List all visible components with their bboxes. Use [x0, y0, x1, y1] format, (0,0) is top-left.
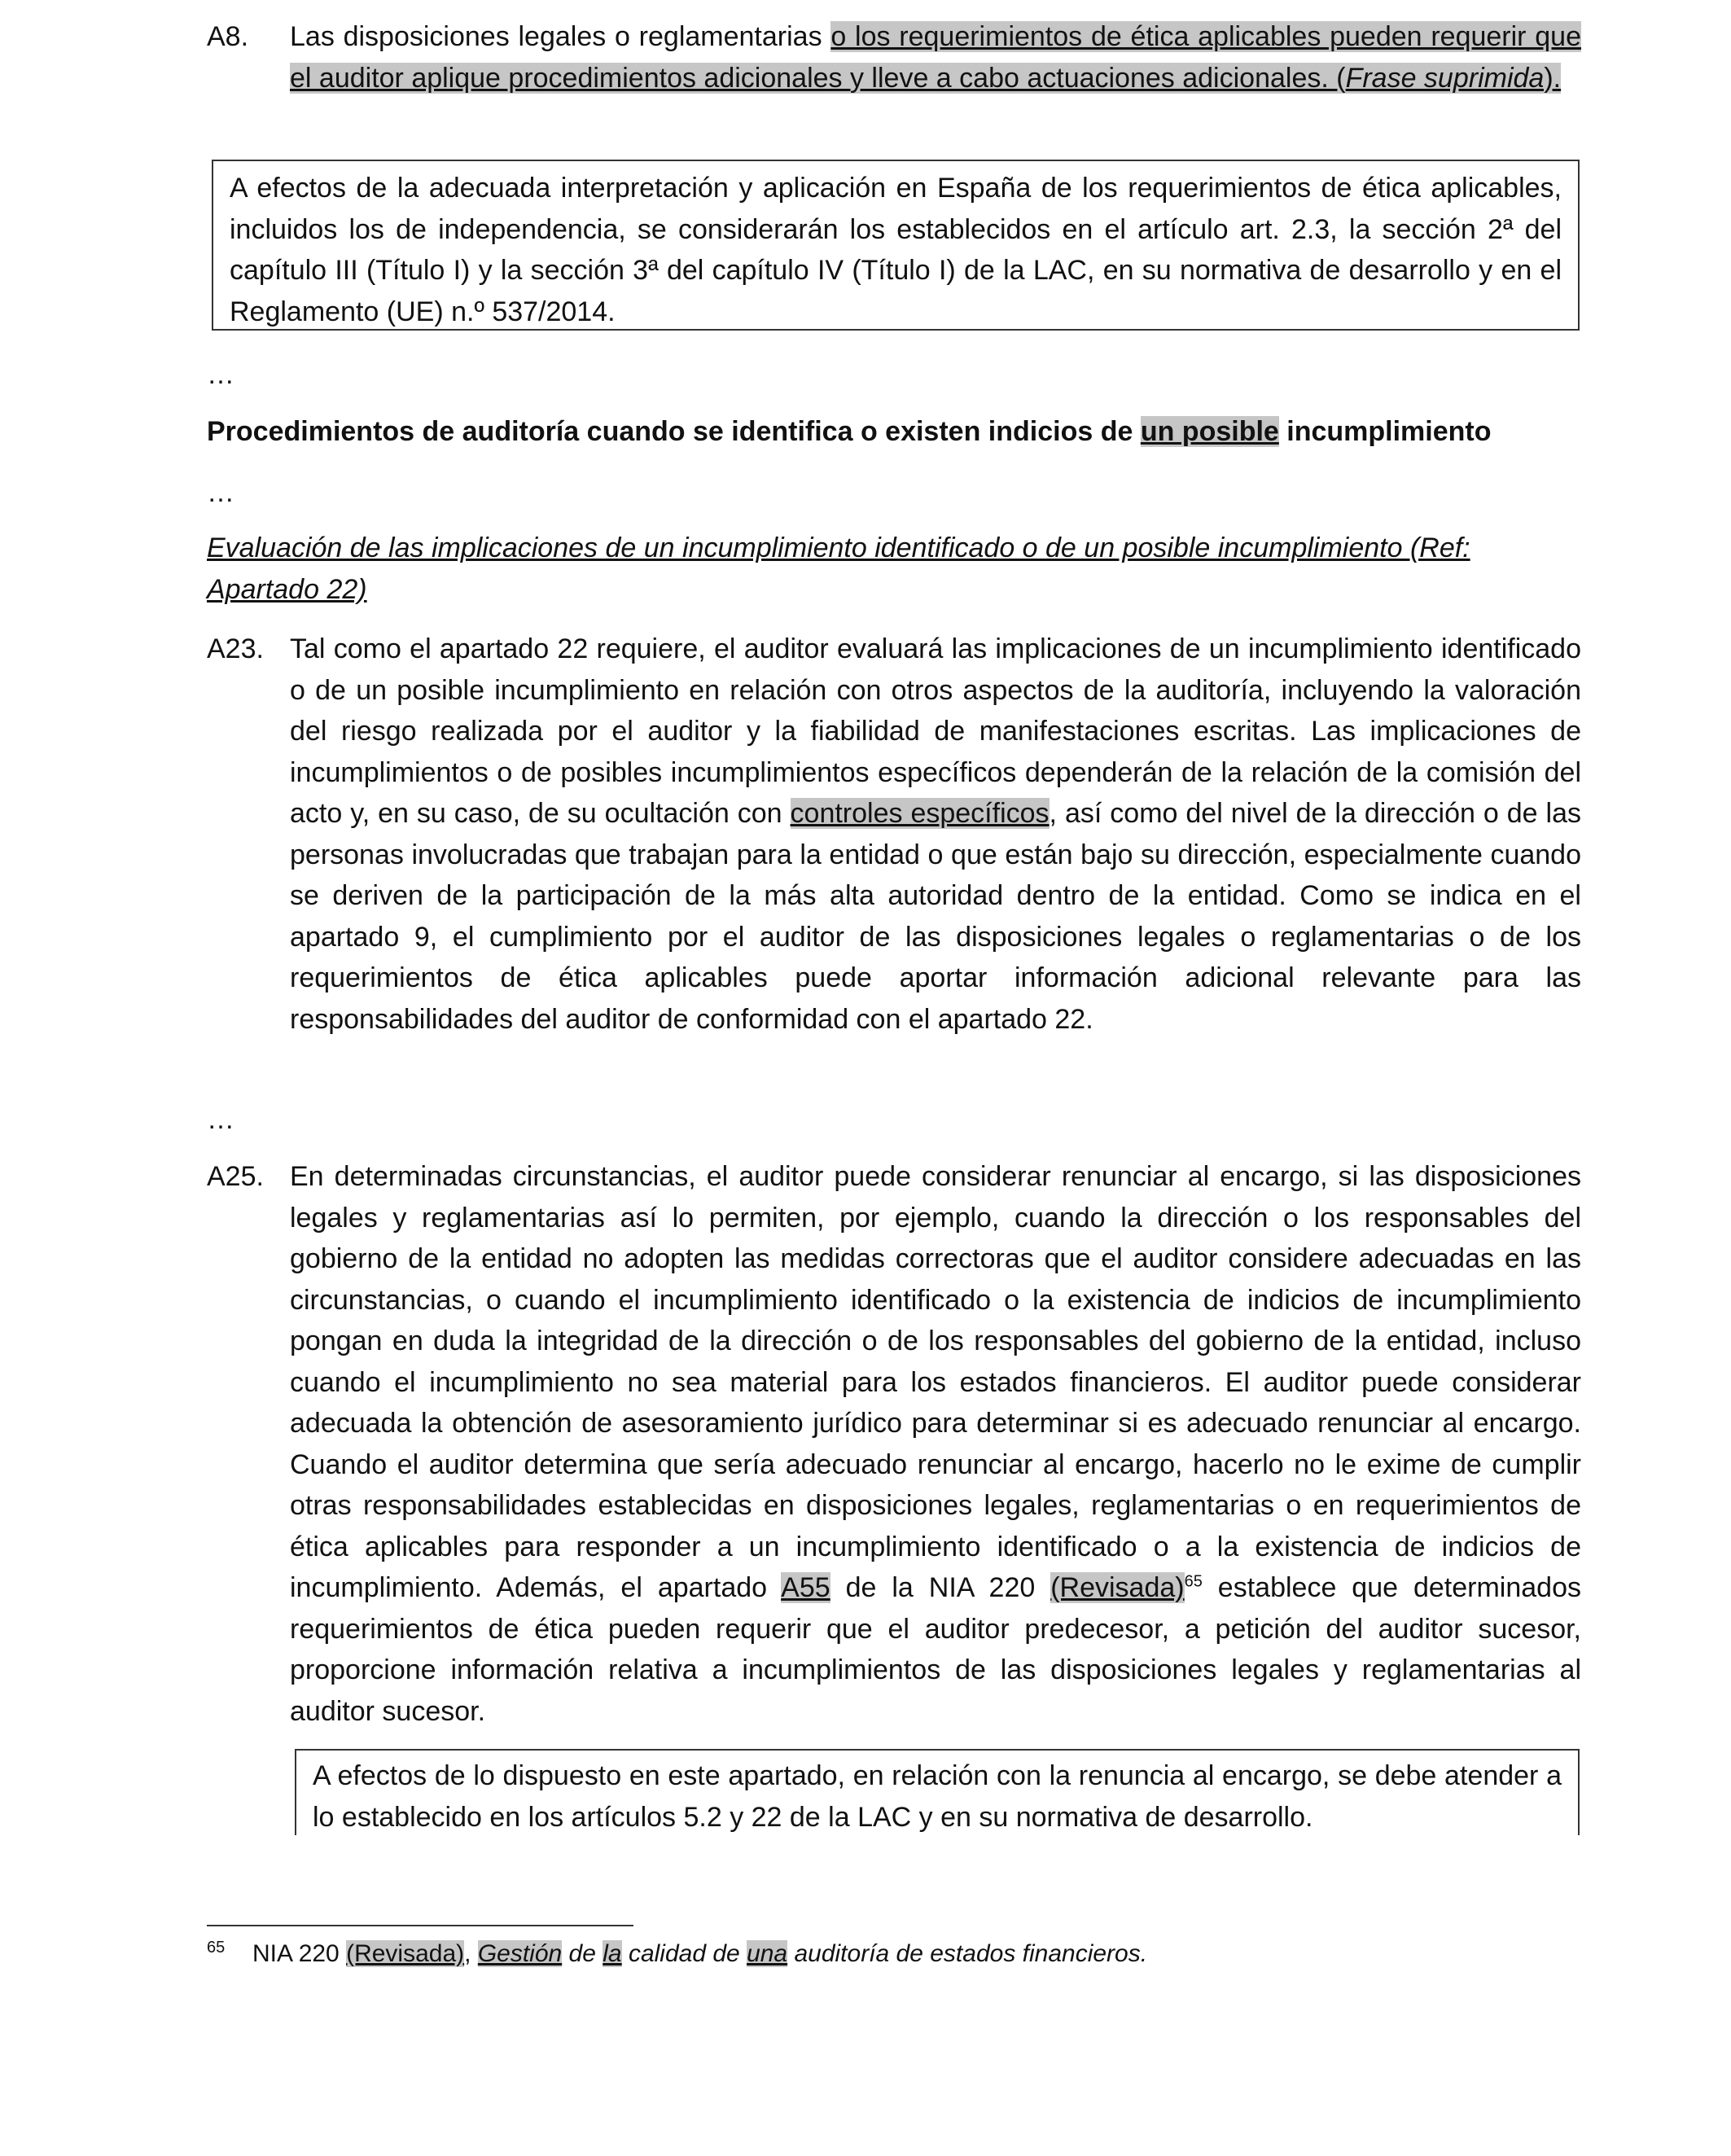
highlighted-text: un posible — [1140, 416, 1279, 447]
text-run: Tal como el apartado 22 requiere, el auditor evaluará las implicaciones de un incumplimiento identificado o de un posible incumplimiento en relación con otros aspectos de la auditoría, incluyendo la valoración del riesgo realizada por el auditor y la fiabilidad de manifestaciones escritas. Las implicaciones de incumplimientos o de posibles incumplimientos específicos dependerán de la relación de la comisión del acto y, en su caso, de su ocultación con — [290, 633, 1581, 829]
section-heading — [207, 411, 1591, 452]
paragraph-number: A23. — [207, 633, 264, 664]
text-run: de la NIA 220 — [830, 1572, 1051, 1603]
highlighted-italic-text: Gestión — [477, 1940, 563, 1967]
italic-text: de — [562, 1940, 603, 1967]
paragraph-body — [290, 629, 1581, 1040]
footnote-number: 65 — [207, 1939, 226, 1957]
ellipsis: … — [207, 359, 234, 390]
paragraph-number: A8. — [207, 21, 249, 52]
text-run: , — [464, 1940, 478, 1967]
national-note-box — [295, 1749, 1580, 1835]
ellipsis: … — [207, 477, 234, 508]
subsection-heading: Evaluación de las implicaciones de un incumplimiento identificado o de un posible incumplimiento (Ref: Apartado 22) — [207, 532, 1470, 605]
highlighted-text: ). — [1544, 62, 1562, 94]
paragraph-a25 — [207, 1156, 1581, 1732]
text-run: En determinadas circunstancias, el auditor puede considerar renunciar al encargo, si las disposiciones legales y reglamentarias así lo permiten, por ejemplo, cuando la dirección o los responsables del gobierno de la entidad no adopten las medidas correctoras que el auditor considere adecuadas en las circunstancias, o cuando el incumplimiento identificado o la existencia de indicios de incumplimiento pongan en duda la integridad de la dirección o de los responsables del gobierno de la entidad, incluso cuando el incumplimiento no sea material para los estados financieros. El auditor puede considerar adecuada la obtención de asesoramiento jurídico para determinar si es adecuado renunciar al encargo. Cuando el auditor determina que sería adecuado renunciar al encargo, hacerlo no le exime de cumplir otras responsabilidades establecidas en disposiciones legales, reglamentarias o en requerimientos de ética aplicables para responder a un incumplimiento identificado o a la existencia de indicios de incumplimiento. Además, el apartado — [290, 1161, 1581, 1603]
footnote-reference[interactable]: 65 — [1184, 1572, 1203, 1591]
highlighted-italic-text: Frase suprimida — [1345, 62, 1545, 94]
highlighted-italic-text: la — [603, 1940, 622, 1967]
ellipsis: … — [207, 1104, 234, 1135]
paragraph-number: A25. — [207, 1161, 264, 1192]
highlighted-text: o los requerimientos de ética aplicables pueden requerir que el auditor aplique procedimientos adicionales y lleve a cabo actuaciones adicionales. ( — [290, 21, 1581, 94]
text-run: NIA 220 — [252, 1940, 347, 1967]
paragraph-a8 — [207, 16, 1581, 99]
paragraph-a23 — [207, 629, 1581, 1040]
italic-text: auditoría de estados financieros. — [787, 1940, 1148, 1967]
note-text: A efectos de la adecuada interpretación y aplicación en España de los requerimientos de ética aplicables, incluidos los de independencia, se considerarán los establecidos en el artículo art. 2.3, la sección 2ª del capítulo III (Título I) y la sección 3ª del capítulo IV (Título I) de la LAC, en su normativa de desarrollo y en el Reglamento (UE) n.º 537/2014. — [230, 173, 1562, 327]
text-run: Las disposiciones legales o reglamentarias — [290, 21, 831, 52]
paragraph-body — [290, 1156, 1581, 1732]
highlighted-text: (Revisada) — [346, 1940, 465, 1967]
text-run: , así como del nivel de la dirección o de las personas involucradas que trabajan para la entidad o que están bajo su dirección, especialmente cuando se deriven de la participación de la más alta autoridad dentro de la entidad. Como se indica en el apartado 9, el cumplimiento por el auditor de las disposiciones legales o reglamentarias o de los requerimientos de ética aplicables puede aportar información adicional relevante para las responsabilidades del auditor de conformidad con el apartado 22. — [290, 798, 1581, 1035]
highlighted-italic-text: una — [747, 1940, 788, 1967]
footnote-separator — [207, 1925, 633, 1926]
highlighted-text: (Revisada) — [1050, 1572, 1185, 1603]
highlighted-text: A55 — [781, 1572, 830, 1603]
text-run: establece que determinados requerimientos de ética pueden requerir que el auditor predecesor, a petición del auditor sucesor, proporcione información relativa a incumplimientos de las disposiciones legales y reglamentarias al auditor sucesor. — [290, 1572, 1582, 1727]
highlighted-text: controles específicos — [790, 798, 1050, 829]
note-text: A efectos de lo dispuesto en este apartado, en relación con la renuncia al encargo, se debe atender a lo establecido en los artículos 5.2 y 22 de la LAC y en su normativa de desarrollo. — [313, 1760, 1562, 1833]
italic-text: calidad de — [621, 1940, 747, 1967]
text-run: Procedimientos de auditoría cuando se identifica o existen indicios de — [207, 416, 1141, 447]
footnote-text — [252, 1938, 1591, 1970]
paragraph-body — [290, 16, 1581, 99]
footnote — [207, 1938, 1591, 1970]
national-note-box — [212, 160, 1580, 331]
text-run: incumplimiento — [1278, 416, 1492, 447]
